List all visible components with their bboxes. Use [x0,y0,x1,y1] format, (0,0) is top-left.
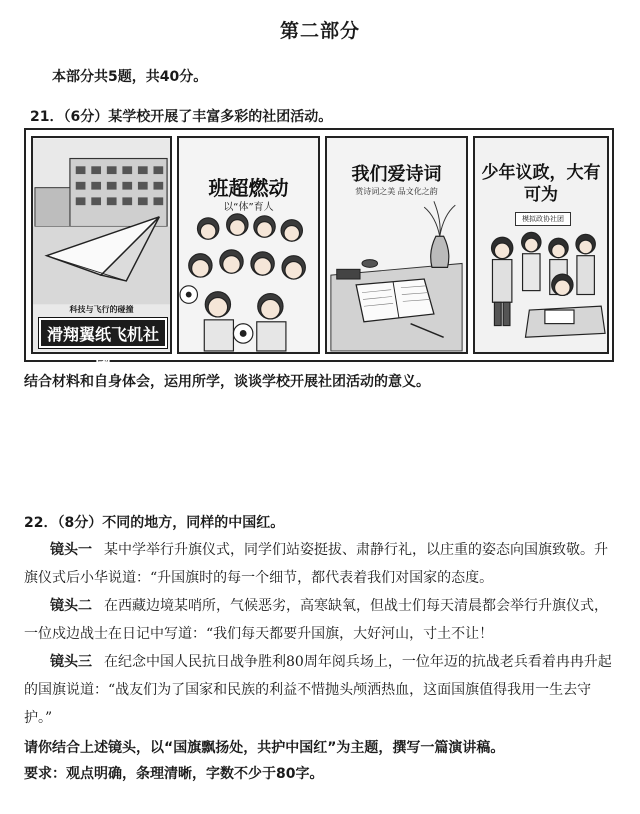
scene-3-label: 镜头三 [50,654,92,670]
scene-2 [24,592,616,648]
students-with-soccer-balls-illustration [179,138,318,352]
section-note: 本部分共5题，共40分。 [52,69,208,85]
question-22-task: 请你结合上述镜头，以“国旗飘扬处，共护中国红”为主题，撰写一篇演讲稿。 [24,740,505,756]
panel-4-subtitle: 模拟政协社团 [515,212,571,226]
question-22-stem: 22．（8分）不同的地方，同样的中国红。 [24,515,285,531]
panel-3-subtitle: 赏诗词之美 品文化之韵 [355,187,438,196]
scene-1-label: 镜头一 [50,542,92,558]
question-21-instruction: 结合材料和自身体会，运用所学，谈谈学校开展社团活动的意义。 [24,374,430,390]
question-21-stem: 21．（6分）某学校开展了丰富多彩的社团活动。 [30,109,333,125]
panel-paper-airplane-club [31,136,172,374]
club-activity-comic-strip [24,128,614,374]
panel-3-title: 我们爱诗词 [351,164,442,185]
panel-1-banner: 滑翔翼纸飞机社团 [39,318,167,348]
scene-3 [24,648,616,732]
panel-4-title: 少年议政，大有可为 [481,163,601,205]
panel-2-title: 班超燃动 [208,176,289,200]
panel-model-cppcc-club [473,136,609,354]
panel-sports-club [177,136,320,354]
scene-2-label: 镜头二 [50,598,92,614]
scene-2-text: 在西藏边境某哨所，气候恶劣，高寒缺氧，但战士们每天清晨都会举行升旗仪式，一位戍边战士在日记中写道：“我们每天都要升国旗，大好河山，寸土不让！ [24,598,608,642]
question-22-requirement: 要求：观点明确，条理清晰，字数不少于80字。 [24,766,324,782]
section-title: 第二部分 [279,20,360,42]
scene-3-text: 在纪念中国人民抗日战争胜利80周年阅兵场上，一位年迈的抗战老兵看着冉冉升起的国旗说道：“战友们为了国家和民族的利益不惜抛头颅洒热血，这面国旗值得我用一生去守护。” [24,654,612,726]
scene-1 [24,536,616,592]
scene-1-text: 某中学举行升旗仪式，同学们站姿挺拔、肃静行礼，以庄重的姿态向国旗致敬。升旗仪式后小华说道：“升国旗时的每一个细节，都代表着我们对国家的态度。 [24,542,608,586]
panel-2-subtitle: 以“体”育人 [223,202,274,213]
panel-1-caption: 科技与飞行的碰撞 [69,305,134,314]
panel-poetry-club [325,136,468,354]
